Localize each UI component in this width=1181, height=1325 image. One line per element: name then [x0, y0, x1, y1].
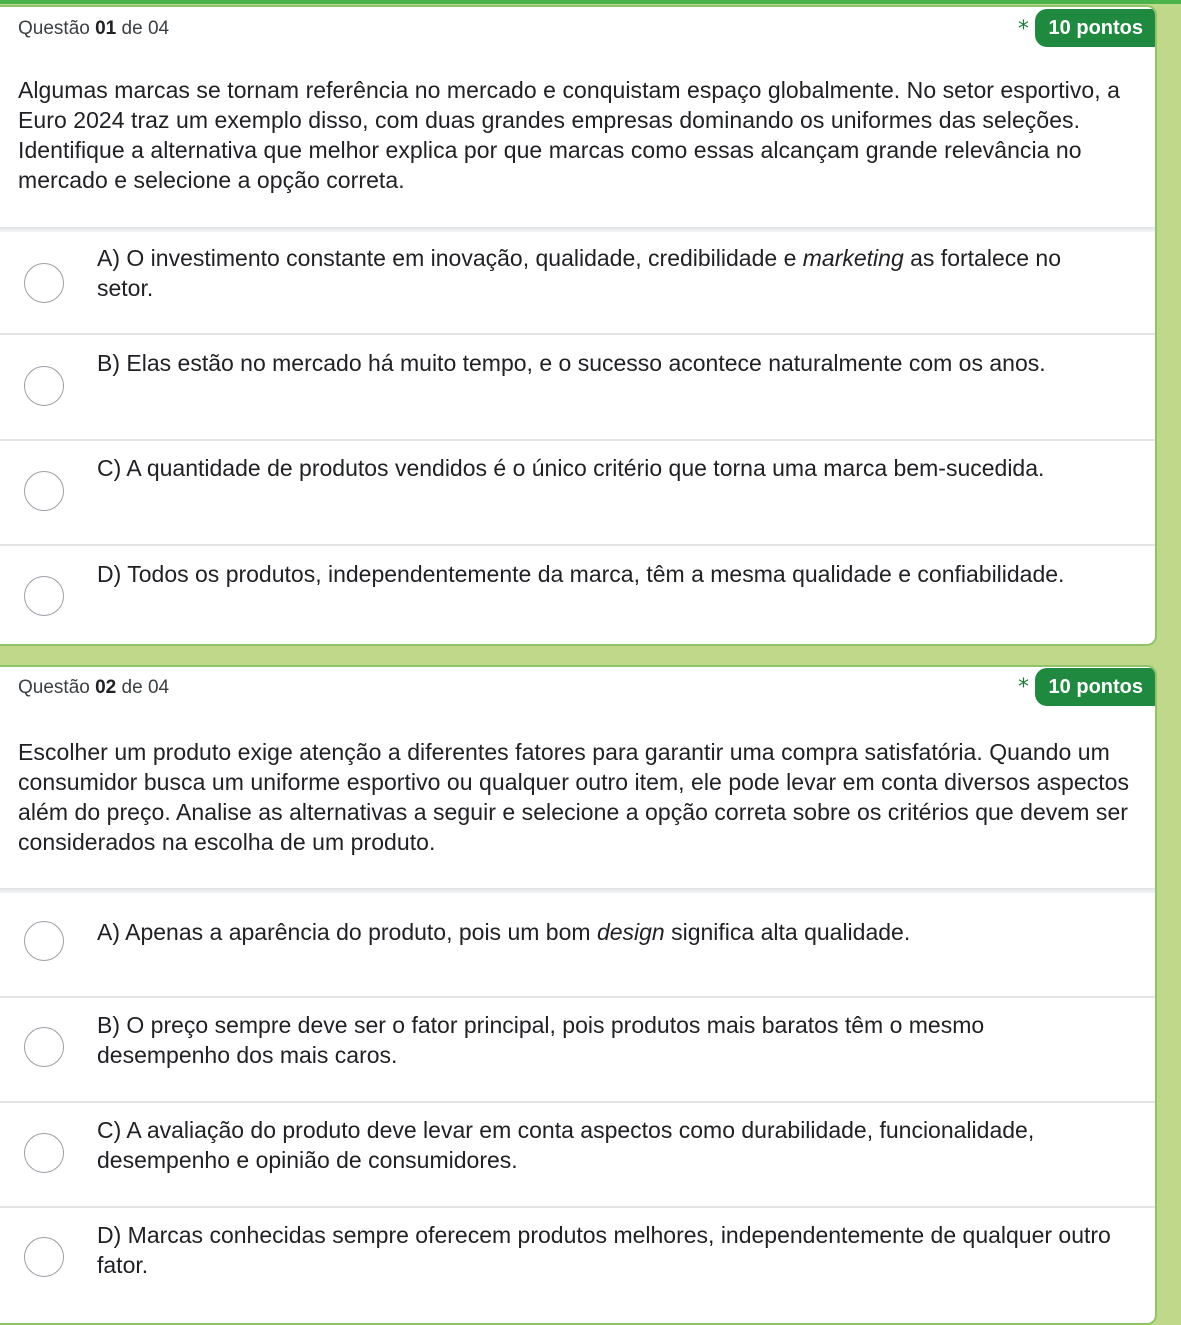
option-label: B) O preço sempre deve ser o fator principal, pois produtos mais baratos têm o mesmo desempenho dos mais caros. [97, 1012, 985, 1068]
option-b[interactable] [0, 996, 1155, 1101]
question-label: Questão [18, 677, 90, 698]
question-header [0, 7, 1155, 53]
option-label: A) Apenas a aparência do produto, pois um bom design significa alta qualidade. [97, 919, 911, 945]
top-accent-bar [0, 0, 1181, 4]
question-header [0, 667, 1155, 713]
question-label: Questão [18, 18, 90, 39]
option-b[interactable] [0, 333, 1155, 439]
radio-button[interactable] [24, 1133, 64, 1173]
option-label: B) Elas estão no mercado há muito tempo, e o sucesso acontece naturalmente com os anos. [97, 350, 1046, 376]
radio-button[interactable] [24, 263, 64, 303]
option-c[interactable] [0, 1101, 1155, 1206]
question-card-1 [0, 5, 1157, 646]
question-counter [18, 18, 169, 40]
question-statement: Escolher um produto exige atenção a diferentes fatores para garantir uma compra satisfatória. Quando um consumidor busca um uniforme esportivo ou qualquer outro item, ele pode levar em conta diversos aspectos além do preço. Analise as alternativas a seguir e selecione a opção correta sobre os critérios que devem ser considerados na escolha de um produto. [18, 739, 1130, 855]
radio-button[interactable] [24, 366, 64, 406]
radio-button[interactable] [24, 471, 64, 511]
options-list [0, 232, 1155, 646]
question-statement: Algumas marcas se tornam referência no mercado e conquistam espaço globalmente. No setor esportivo, a Euro 2024 traz um exemplo disso, com duas grandes empresas dominando os uniformes das seleções. Identifique a alternativa que melhor explica por que marcas como essas alcançam grande relevância no mercado e selecione a opção correta. [18, 77, 1120, 193]
radio-button[interactable] [24, 1027, 64, 1067]
option-label: D) Marcas conhecidas sempre oferecem produtos melhores, independentemente de qualquer outro fator. [97, 1222, 1111, 1278]
option-label: A) O investimento constante em inovação, qualidade, credibilidade e marketing as fortalece no setor. [97, 245, 1061, 301]
points-badge: 10 pontos [1035, 668, 1155, 706]
option-a[interactable] [0, 893, 1155, 996]
required-icon: * [1018, 675, 1029, 700]
option-label: D) Todos os produtos, independentemente da marca, têm a mesma qualidade e confiabilidade. [97, 561, 1065, 587]
option-label: C) A avaliação do produto deve levar em conta aspectos como durabilidade, funcionalidade, desempenho e opinião de consumidores. [97, 1117, 1035, 1173]
option-d[interactable] [0, 1206, 1155, 1325]
question-total: de 04 [121, 18, 170, 39]
question-number: 02 [95, 677, 117, 698]
option-d[interactable] [0, 544, 1155, 646]
points-badge: 10 pontos [1035, 9, 1155, 47]
radio-button[interactable] [24, 921, 64, 961]
option-label: C) A quantidade de produtos vendidos é o único critério que torna uma marca bem-sucedida. [97, 455, 1045, 481]
question-total: de 04 [121, 677, 170, 698]
question-card-2 [0, 665, 1157, 1325]
question-counter [18, 677, 169, 699]
required-icon: * [1018, 17, 1029, 42]
option-c[interactable] [0, 439, 1155, 544]
question-number: 01 [95, 18, 117, 39]
radio-button[interactable] [24, 576, 64, 616]
option-a[interactable] [0, 232, 1155, 333]
options-list [0, 893, 1155, 1325]
radio-button[interactable] [24, 1237, 64, 1277]
